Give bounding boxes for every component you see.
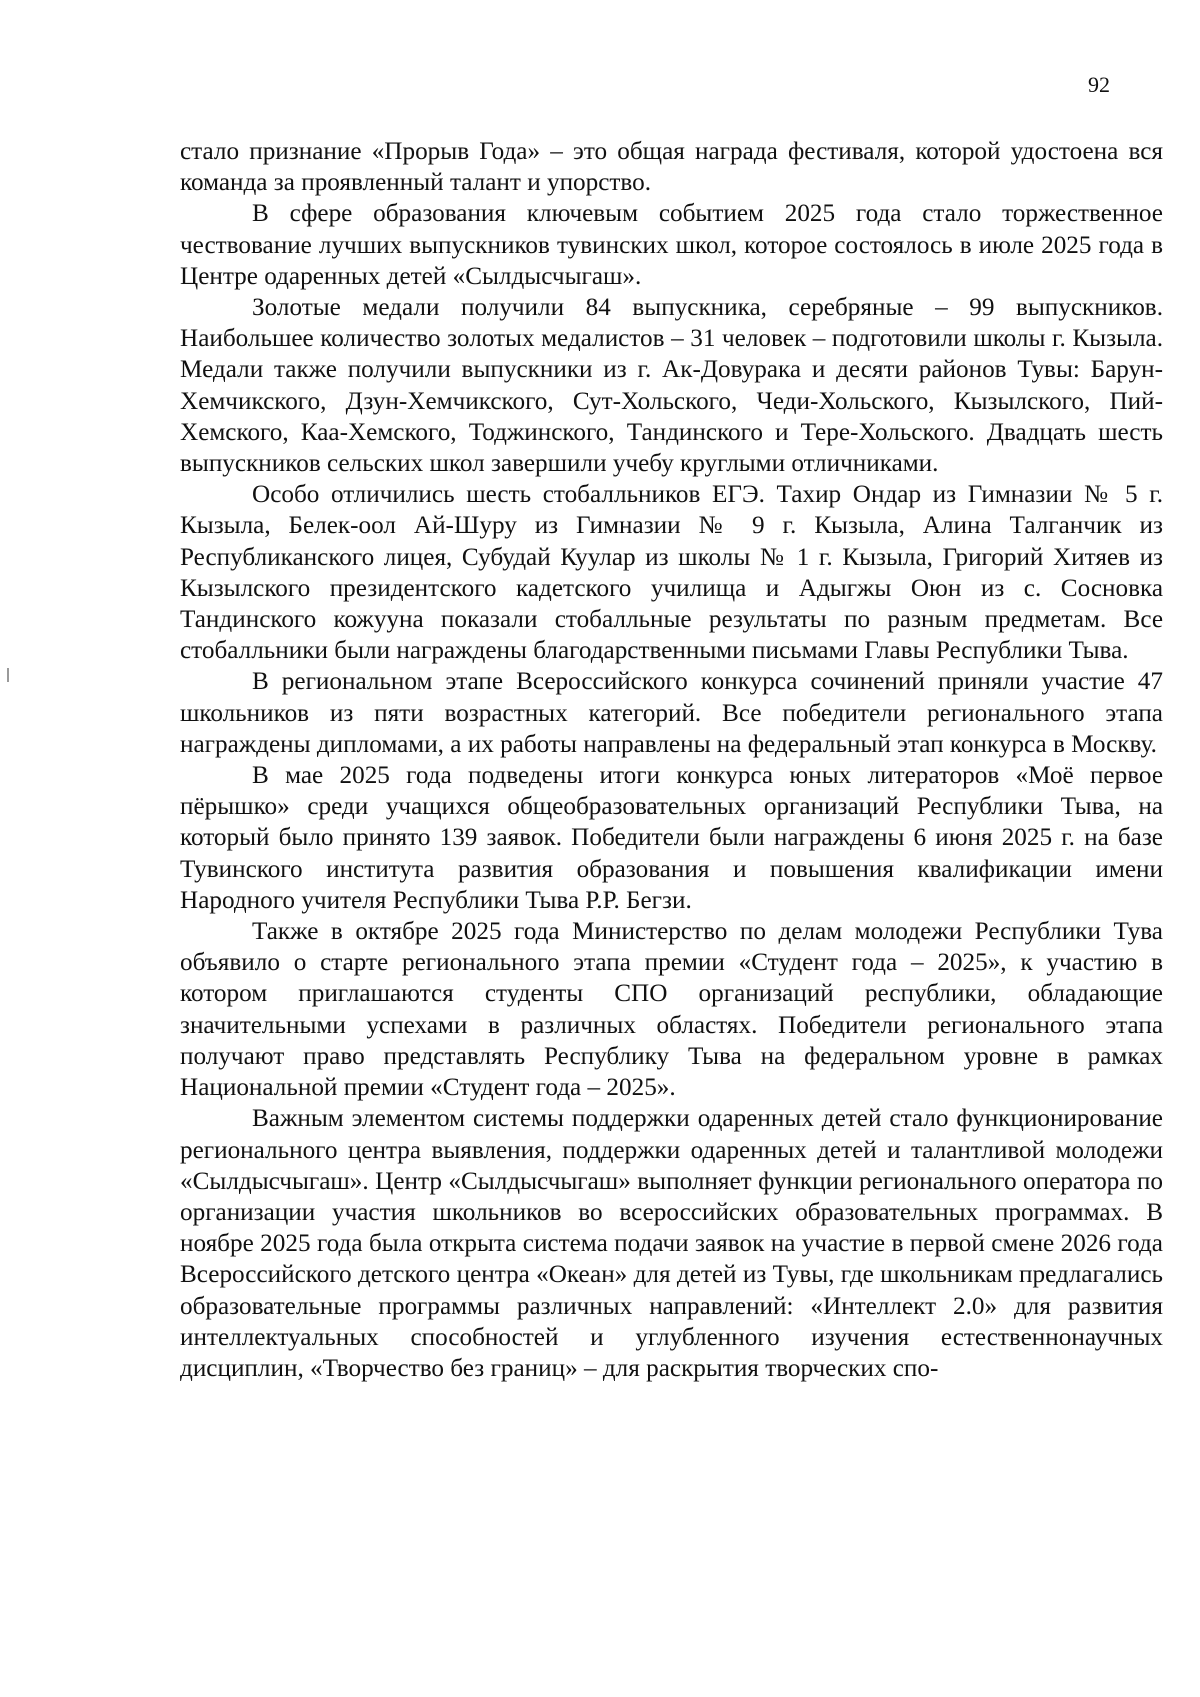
paragraph-gifted-center: Важным элементом системы поддержки одаренных детей стало функционирование регионального центра выявления, поддержки одаренных детей и талантливой молодежи «Сылдысчыгаш». Центр «Сылдысчыгаш» выполняет функции регионального оператора по организации участия школьников во всероссийских образовательных программах. В ноябре 2025 года была открыта система подачи заявок на участие в первой смене 2026 года Всероссийского детского центра «Океан» для детей из Тувы, где школьникам предлагались образовательные программы различных направлений: «Интеллект 2.0» для развития интеллектуальных способностей и углубленного изучения естественнонаучных дисциплин, «Творчество без границ» – для раскрытия творческих спо- xyxy=(180,1105,1163,1382)
paragraph-top-scorers: Особо отличились шесть стобалльников ЕГЭ. Тахир Ондар из Гимназии № 5 г. Кызыла, Белек-оол Ай-Шуру из Гимназии № 9 г. Кызыла, Алина Талганчик из Республиканского лицея, Субудай Куулар из школы № 1 г. Кызыла, Григорий Хитяев из Кызылского президентского кадетского училища и Адыгжы Оюн из с. Сосновка Тандинского кожууна показали стобалльные результаты по разным предметам. Все стобалльники были награждены благодарственными письмами Главы Республики Тыва. xyxy=(180,481,1163,665)
paragraph-medals: Золотые медали получили 84 выпускника, серебряные – 99 выпускников. Наибольшее количество золотых медалистов – 31 человек – подготовили школы г. Кызыла. Медали также получили выпускники из г. Ак-Довурака и десяти районов Тувы: Барун-Хемчикского, Дзун-Хемчикского, Сут-Хольского, Чеди-Хольского, Кызылского, Пий-Хемского, Каа-Хемского, Тоджинского, Тандинского и Тере-Хольского. Двадцать шесть выпускников сельских школ завершили учебу круглыми отличниками. xyxy=(180,294,1163,478)
paragraph-education-event: В сфере образования ключевым событием 2025 года стало торжественное чествование лучших выпускников тувинских школ, которое состоялось в июле 2025 года в Центре одаренных детей «Сылдысчыгаш». xyxy=(180,200,1163,290)
paragraph-essay-contest: В региональном этапе Всероссийского конкурса сочинений приняли участие 47 школьников из пяти возрастных категорий. Все победители регионального этапа награждены дипломами, а их работы направлены на федеральный этап конкурса в Москву. xyxy=(180,668,1163,758)
paragraph-continuation: стало признание «Прорыв Года» – это общая награда фестиваля, которой удостоена вся команда за проявленный талант и упорство. xyxy=(180,138,1163,197)
body-text xyxy=(180,136,1163,1384)
margin-mark xyxy=(7,668,9,682)
paragraph-student-award: Также в октябре 2025 года Министерство по делам молодежи Республики Тува объявило о старте регионального этапа премии «Студент года – 2025», к участию в котором приглашаются студенты СПО организаций республики, обладающие значительными успехами в различных областях. Победители регионального этапа получают право представлять Республику Тыва на федеральном уровне в рамках Национальной премии «Студент года – 2025». xyxy=(180,918,1163,1102)
page-number: 92 xyxy=(1088,72,1110,97)
paragraph-writers-contest: В мае 2025 года подведены итоги конкурса юных литераторов «Моё первое пёрышко» среди учащихся общеобразовательных организаций Республики Тыва, на который было принято 139 заявок. Победители были награждены 6 июня 2025 г. на базе Тувинского института развития образования и повышения квалификации имени Народного учителя Республики Тыва Р.Р. Бегзи. xyxy=(180,762,1163,914)
